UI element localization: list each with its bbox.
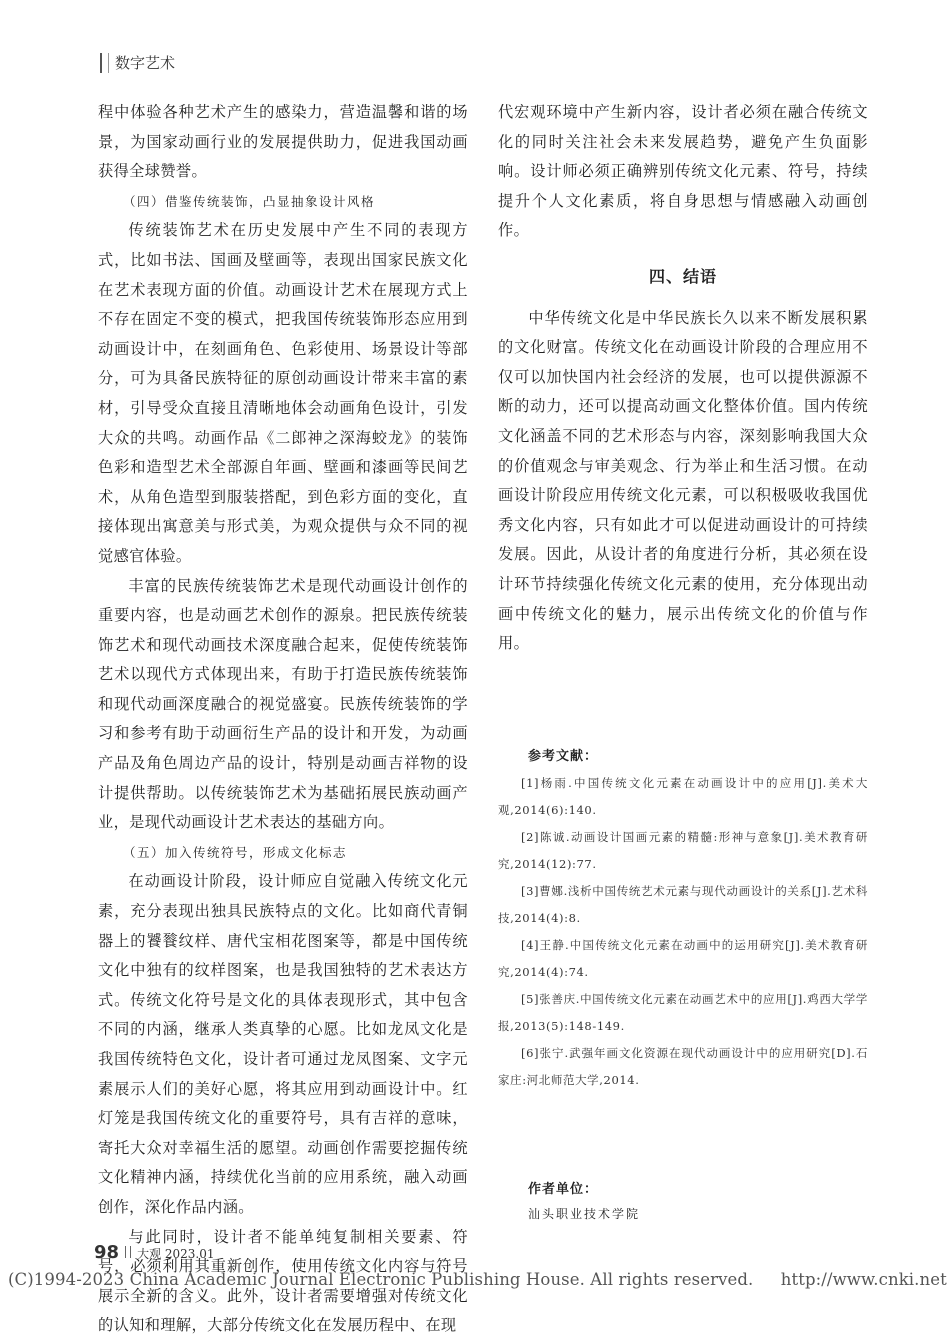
author-affiliation: [528, 1178, 868, 1222]
reference-item: [1]杨雨.中国传统文化元素在动画设计中的应用[J].美术大观,2014(6):140.: [498, 776, 868, 817]
reference-item: [2]陈诚.动画设计国画元素的精髓:形神与意象[J].美术教育研究,2014(12):77.: [498, 830, 868, 871]
copyright-line: [8, 1270, 947, 1289]
right-column: [498, 98, 868, 659]
affiliation-name: 汕头职业技术学院: [528, 1207, 641, 1221]
page-footer: [94, 1242, 215, 1263]
paragraph-continuation: 代宏观环境中产生新内容，设计者必须在融合传统文化的同时关注社会未来发展趋势，避免产生负面影响。设计师必须正确辨别传统文化元素、符号，持续提升个人文化素质，将自身思想与情感融入动画创作。: [498, 103, 868, 240]
footer-separator-icon: [125, 1246, 131, 1258]
section-title-conclusion: 四、结语: [648, 266, 717, 286]
paragraph: 丰富的民族传统装饰艺术是现代动画设计创作的重要内容，也是动画艺术创作的源泉。把民族传统装饰艺术和现代动画技术深度融合起来，促使传统装饰艺术以现代方式体现出来，有助于打造民族传统装饰和现代动画深度融合的视觉盛宴。民族传统装饰的学习和参考有助于动画衍生产品的设计和开发，为动画产品及角色周边产品的设计，特别是动画吉祥物的设计提供帮助。以传统装饰艺术为基础拓展民族动画产业，是现代动画设计艺术表达的基础方向。: [98, 576, 468, 832]
reference-item: [6]张宁.武强年画文化资源在现代动画设计中的应用研究[D].石家庄:河北师范大学,2014.: [498, 1046, 868, 1087]
references: [498, 745, 868, 1094]
paragraph-continuation: 程中体验各种艺术产生的感染力，营造温馨和谐的场景，为国家动画行业的发展提供助力，促进我国动画获得全球赞誉。: [98, 103, 468, 181]
reference-item: [3]曹娜.浅析中国传统艺术元素与现代动画设计的关系[J].艺术科技,2014(4):8.: [498, 884, 868, 925]
reference-item: [4]王静.中国传统文化元素在动画中的运用研究[J].美术教育研究,2014(4):74.: [498, 938, 868, 979]
affiliation-title: 作者单位：: [528, 1182, 599, 1197]
paragraph: 传统装饰艺术在历史发展中产生不同的表现方式，比如书法、国画及壁画等，表现出国家民族文化在艺术表现方面的价值。动画设计艺术在展现方式上不存在固定不变的模式，把我国传统装饰形态应用到动画设计中，在刻画角色、色彩使用、场景设计等部分，可为具备民族特征的原创动画设计带来丰富的素材，引导受众直接且清晰地体会动画角色设计，引发大众的共鸣。动画作品《二郎神之深海蛟龙》的装饰色彩和造型艺术全部源自年画、壁画和漆画等民间艺术，从角色造型到服装搭配，到色彩方面的变化，直接体现出寓意美与形式美，为观众提供与众不同的视觉感官体验。: [98, 221, 468, 565]
subheading-4: （四）借鉴传统装饰，凸显抽象设计风格: [123, 193, 376, 209]
header-bracket-icon: [100, 53, 109, 73]
paragraph: 与此同时，设计者不能单纯复制相关要素、符号，必须利用其重新创作，使用传统文化内容与符号展示全新的含义。此外，设计者需要增强对传统文化的认知和理解，大部分传统文化在发展历程中、在现: [98, 1227, 468, 1335]
paragraph: 在动画设计阶段，设计师应自觉融入传统文化元素，充分表现出独具民族特点的文化。比如商代青铜器上的饕餮纹样、唐代宝相花图案等，都是中国传统文化中独有的纹样图案，也是我国独特的艺术表达方式。传统文化符号是文化的具体表现形式，其中包含不同的内涵，继承人类真挚的心愿。比如龙凤文化是我国传统特色文化，设计者可通过龙凤图案、文字元素展示人们的美好心愿，将其应用到动画设计中。红灯笼是我国传统文化的重要符号，具有吉祥的意味，寄托大众对幸福生活的愿望。动画创作需要挖掘传统文化精神内涵，持续优化当前的应用系统，融入动画创作，深化作品内涵。: [98, 872, 468, 1216]
copyright-text: (C)1994-2023 China Academic Journal Electronic Publishing House. All rights reserved.: [8, 1270, 754, 1289]
subheading-5: （五）加入传统符号，形成文化标志: [123, 844, 348, 860]
page-number: 98: [94, 1242, 120, 1263]
cnki-link[interactable]: http://www.cnki.net: [780, 1270, 947, 1289]
paragraph-conclusion: 中华传统文化是中华民族长久以来不断发展积累的文化财富。传统文化在动画设计阶段的合理应用不仅可以加快国内社会经济的发展，也可以提供源源不断的动力，还可以提高动画文化整体价值。国内传统文化涵盖不同的艺术形态与内容，深刻影响我国大众的价值观念与审美观念、行为举止和生活习惯。在动画设计阶段应用传统文化元素，可以积极吸收我国优秀文化内容，只有如此才可以促进动画设计的可持续发展。因此，从设计者的角度进行分析，其必须在设计环节持续强化传统文化元素的使用，充分体现出动画中传统文化的魅力，展示出传统文化的价值与作用。: [498, 308, 868, 653]
journal-issue: 大观 2023.01: [137, 1247, 215, 1261]
left-column: [98, 98, 468, 1341]
reference-item: [5]张善庆.中国传统文化元素在动画艺术中的应用[J].鸡西大学学报,2013(5):148-149.: [498, 992, 868, 1033]
running-header: [100, 52, 175, 73]
references-title: 参考文献：: [528, 749, 599, 764]
header-section-title: 数字艺术: [115, 54, 176, 72]
